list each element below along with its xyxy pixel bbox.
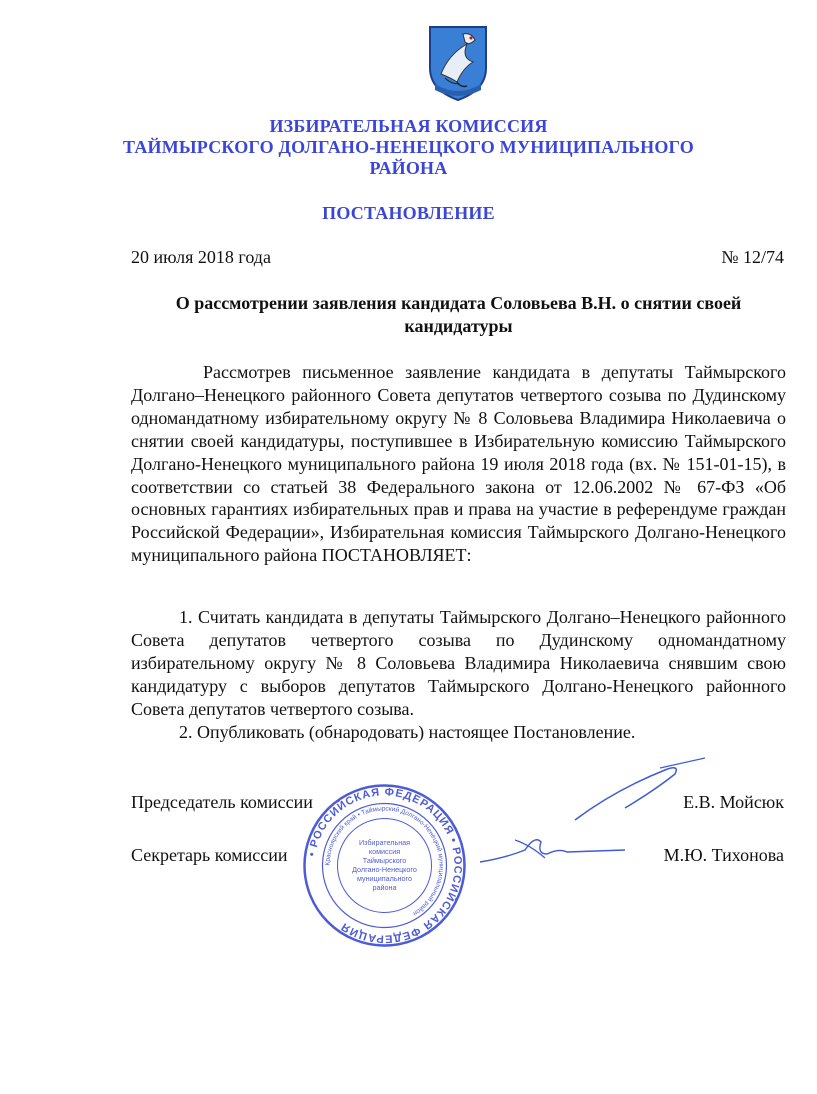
svg-text:Долгано-Ненецкого: Долгано-Ненецкого (352, 865, 417, 874)
svg-text:Избирательная: Избирательная (358, 838, 411, 847)
chair-name: Е.В. Мойсюк (683, 792, 784, 812)
resolution-list (131, 606, 786, 744)
issuer-name-line1: ИЗБИРАТЕЛЬНАЯ КОМИССИЯ (269, 116, 548, 136)
secretary-role: Секретарь комиссии (131, 845, 288, 865)
official-stamp (302, 783, 467, 948)
resolution-item-1: 1. Считать кандидата в депутаты Таймырского Долгано–Ненецкого районного Совета депутатов четвертого созыва по Дудинскому одномандатному избирательному округу № 8 Соловьева Владимира Николаевича снявшим свою кандидатуру с выборов депутатов Таймырского Долгано-Ненецкого районного Совета депутатов четвертого созыва. (131, 607, 786, 719)
body-paragraph: Рассмотрев письменное заявление кандидата в депутаты Таймырского Долгано–Ненецкого районного Совета депутатов четвертого созыва по Дудинскому одномандатному избирательному округу № 8 Соловьева Владимира Николаевича о снятии своей кандидатуры, поступившее в Избирательную комиссию Таймырского Долгано-Ненецкого муниципального района 19 июля 2018 года (вх. № 151-01-15), в соответствии со статьей 38 Федерального закона от 12.06.2002 № 67-ФЗ «Об основных гарантиях избирательных прав и права на участие в референдуме граждан Российской Федерации», Избирательная комиссия Таймырского Долгано-Ненецкого муниципального района ПОСТАНОВЛЯЕТ: (131, 362, 786, 566)
svg-text:района: района (372, 883, 397, 892)
document-type: ПОСТАНОВЛЕНИЕ (322, 203, 495, 223)
issuer-name-line2: ТАЙМЫРСКОГО ДОЛГАНО-НЕНЕЦКОГО МУНИЦИПАЛЬНОГО (123, 137, 694, 157)
svg-text:• РОССИЙСКАЯ ФЕДЕРАЦИЯ • РОССИ: • РОССИЙСКАЯ ФЕДЕРАЦИЯ • РОССИЙСКАЯ ФЕДЕРАЦИЯ (306, 786, 464, 945)
resolution-item-2: 2. Опубликовать (обнародовать) настоящее Постановление. (179, 722, 636, 742)
svg-text:комиссия: комиссия (368, 847, 401, 856)
svg-text:Таймырского: Таймырского (362, 856, 407, 865)
coat-of-arms-icon (427, 24, 489, 102)
issuer-name-line3: РАЙОНА (369, 158, 448, 178)
document-number: № 12/74 (721, 247, 784, 267)
secretary-name: М.Ю. Тихонова (663, 845, 784, 865)
chair-role: Председатель комиссии (131, 792, 313, 812)
svg-text:муниципального: муниципального (357, 874, 412, 883)
svg-text:Красноярский край • Таймырский: Красноярский край • Таймырский Долгано-Ненецкий муниципальный район (324, 805, 445, 917)
document-subject: О рассмотрении заявления кандидата Соловьева В.Н. о снятии своей кандидатуры (175, 293, 742, 336)
document-date: 20 июля 2018 года (131, 247, 271, 267)
